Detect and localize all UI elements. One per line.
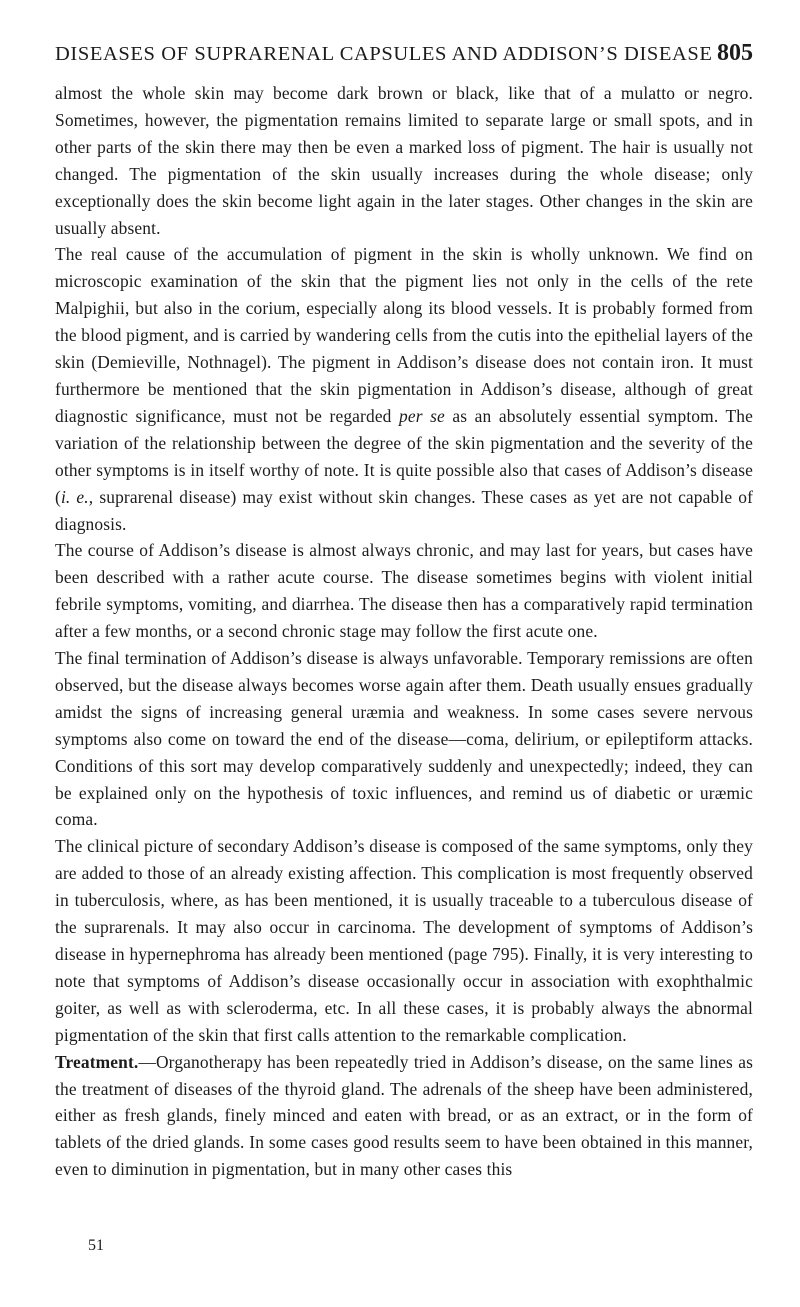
- page-number: 805: [717, 40, 753, 66]
- signature-mark: 51: [88, 1237, 104, 1254]
- running-head: [55, 40, 753, 72]
- paragraph-secondary: The clinical picture of secondary Addison’s disease is composed of the same symptoms, only they are added to those of an already existing affection. This complication is most frequently observed in tuberculosis, where, as has been mentioned, it is usually traceable to a tuberculous disease of the suprarenals. It may also occur in carcinoma. The development of symptoms of Addison’s disease in hypernephroma has already been mentioned (page 795). Finally, it is very interesting to note that symptoms of Addison’s disease occasionally occur in association with exophthalmic goiter, as well as with scleroderma, etc. In all these cases, it is probably always the abnormal pigmentation of the skin that first calls attention to the remarkable complication.: [55, 836, 753, 1045]
- running-title: DISEASES OF SUPRARENAL CAPSULES AND ADDISON’S DISEASE: [55, 43, 713, 65]
- paragraph-pigment-cause-part-3: suprarenal disease) may exist without skin changes. These cases as yet are not capable of diagnosis.: [55, 486, 754, 534]
- latin-term-per-se: per se: [399, 405, 445, 426]
- paragraph-skin-color: almost the whole skin may become dark brown or black, like that of a mulatto or negro. Sometimes, however, the pigmentation remains limited to separate large or small spots, and in other parts of the skin there may then be even a marked loss of pigment. The hair is usually not changed. The pigmentation of the skin usually increases during the whole disease; only exceptionally does the skin become light again in the later stages. Other changes in the skin are usually absent.: [55, 83, 753, 238]
- paragraph-course: The course of Addison’s disease is almost always chronic, and may last for years, but cases have been described with a rather acute course. The disease sometimes begins with violent initial febrile symptoms, vomiting, and diarrhea. The disease then has a comparatively rapid termination after a few months, or a second chronic stage may follow the first acute one.: [55, 540, 753, 642]
- treatment-heading: Treatment.: [55, 1051, 139, 1072]
- paragraph-treatment: [55, 1049, 753, 1184]
- paragraph-termination: The final termination of Addison’s disease is always unfavorable. Temporary remissions are often observed, but the disease always becomes worse again after them. Death usually ensues gradually amidst the signs of increasing general uræmia and weakness. In some cases severe nervous symptoms also come on toward the end of the disease—coma, delirium, or epileptiform attacks. Conditions of this sort may develop comparatively suddenly and unexpectedly; indeed, they can be explained only on the hypothesis of toxic influences, and remind us of diabetic or uræmic coma.: [55, 648, 753, 830]
- paragraph-pigment-cause-part-1: The real cause of the accumulation of pigment in the skin is wholly unknown. We find on microscopic examination of the skin that the pigment lies not only in the cells of the rete Malpighii, but also in the corium, especially along its blood vessels. It is probably formed from the blood pigment, and is carried by wandering cells from the cutis into the epithelial layers of the skin (Demieville, Nothnagel). The pigment in Addison’s disease does not contain iron. It must furthermore be mentioned that the skin pigmentation in Addison’s disease, although of great diagnostic significance, must not be regarded: [55, 244, 753, 426]
- paragraph-pigment-cause: [55, 241, 753, 537]
- body-text: [55, 80, 753, 1183]
- paragraph-pigment-cause-part-2: as an absolutely essential symptom. The variation of the relationship between the degree of the skin pigmentation and the severity of the other symptoms is in itself worthy of note. It is quite possible also that cases of Addison’s disease (: [55, 405, 753, 507]
- abbreviation-ie: i. e.,: [60, 486, 94, 507]
- paragraph-treatment-text: —Organotherapy has been repeatedly tried in Addison’s disease, on the same lines as the treatment of diseases of the thyroid gland. The adrenals of the sheep have been administered, either as fresh glands, finely minced and eaten with bread, or as an extract, or in the form of tablets of the dried glands. In some cases good results seem to have been obtained in this manner, even to diminution in pigmentation, but in many other cases this: [55, 1051, 753, 1180]
